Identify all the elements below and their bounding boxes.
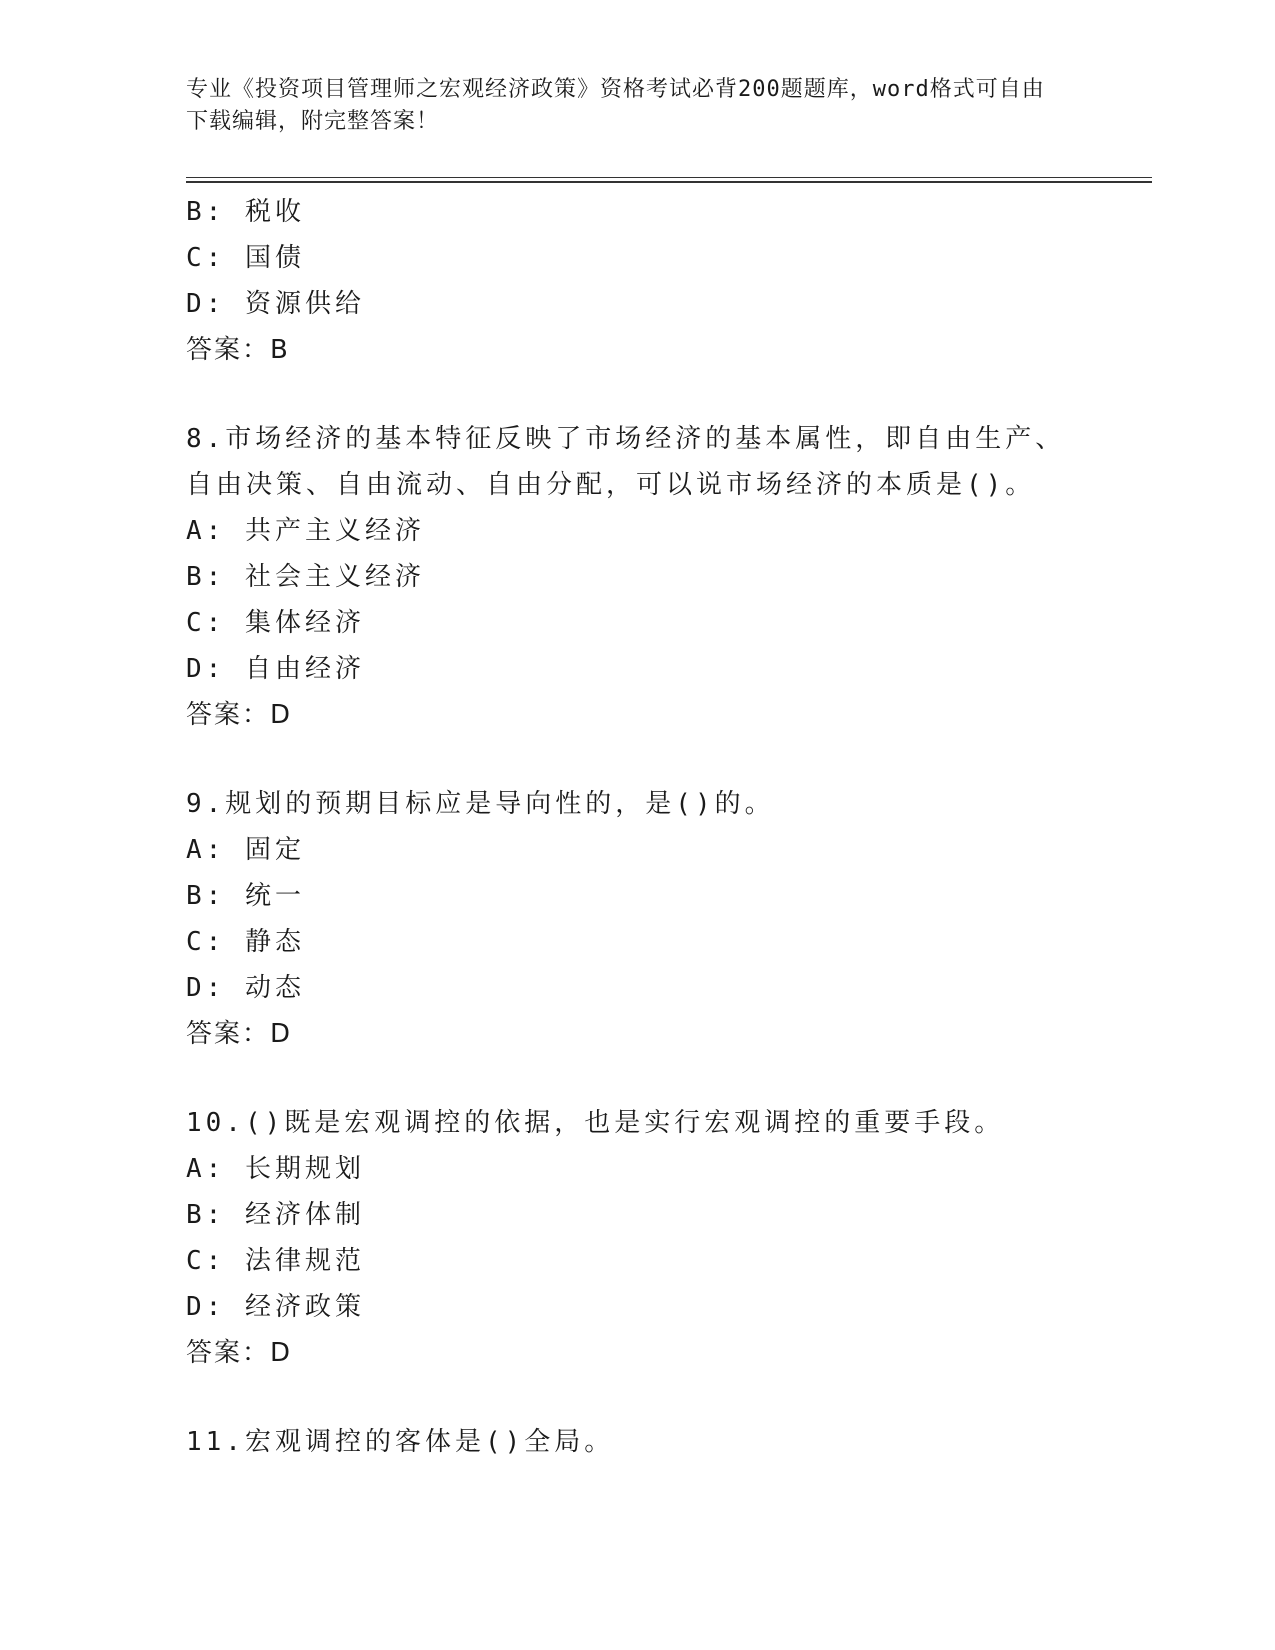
question-9	[186, 781, 1086, 1057]
option-c: C: 国债	[186, 243, 305, 273]
question-11	[186, 1419, 1086, 1465]
question-7-tail	[186, 189, 1086, 373]
option-a: A: 固定	[186, 835, 305, 865]
document-header: 专业《投资项目管理师之宏观经济政策》资格考试必背200题题库，word格式可自由下载编辑，附完整答案！	[186, 77, 1045, 134]
question-gap	[186, 1376, 1086, 1419]
question-list	[186, 189, 1086, 1465]
answer-line: 答案：B	[186, 335, 290, 365]
option-b: B: 经济体制	[186, 1200, 365, 1230]
option-a: A: 共产主义经济	[186, 516, 425, 546]
option-a: A: 长期规划	[186, 1154, 365, 1184]
option-c: C: 静态	[186, 927, 305, 957]
option-b: B: 税收	[186, 197, 305, 227]
answer-line: 答案：D	[186, 700, 293, 730]
answer-line: 答案：D	[186, 1019, 293, 1049]
answer-line: 答案：D	[186, 1338, 293, 1368]
option-b: B: 社会主义经济	[186, 562, 425, 592]
option-b: B: 统一	[186, 881, 305, 911]
header-divider-thick	[186, 181, 1152, 183]
option-d: D: 动态	[186, 973, 305, 1003]
question-gap	[186, 738, 1086, 781]
question-8	[186, 416, 1086, 738]
question-stem: 9.规划的预期目标应是导向性的，是()的。	[186, 789, 775, 819]
question-10	[186, 1100, 1086, 1376]
option-c: C: 法律规范	[186, 1246, 365, 1276]
option-d: D: 自由经济	[186, 654, 365, 684]
option-c: C: 集体经济	[186, 608, 365, 638]
question-stem: 8.市场经济的基本特征反映了市场经济的基本属性，即自由生产、自由决策、自由流动、自由分配，可以说市场经济的本质是()。	[186, 424, 1066, 500]
question-stem: 10.()既是宏观调控的依据，也是实行宏观调控的重要手段。	[186, 1108, 1005, 1138]
question-gap	[186, 1057, 1086, 1100]
question-gap	[186, 373, 1086, 416]
option-d: D: 资源供给	[186, 289, 365, 319]
header-divider-thin	[186, 177, 1152, 178]
question-stem: 11.宏观调控的客体是()全局。	[186, 1427, 615, 1457]
option-d: D: 经济政策	[186, 1292, 365, 1322]
